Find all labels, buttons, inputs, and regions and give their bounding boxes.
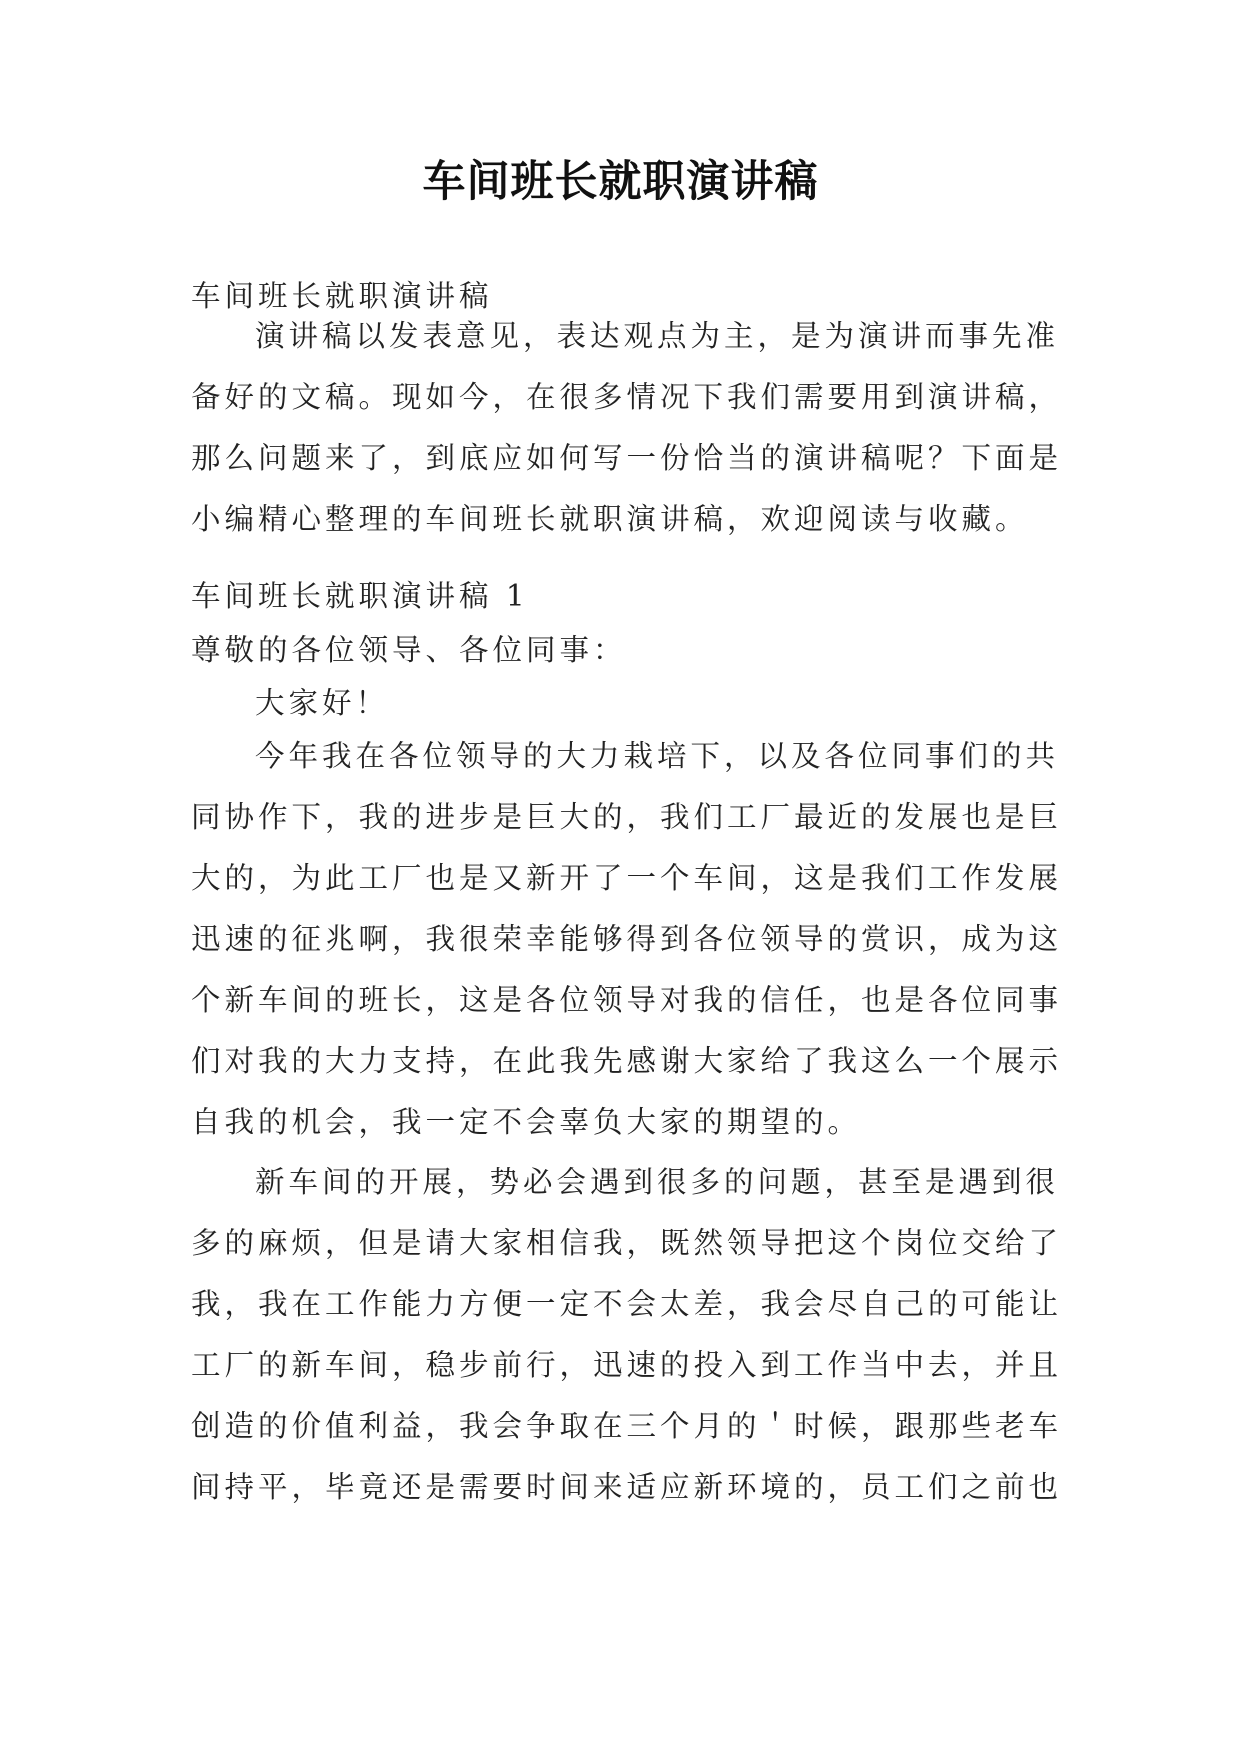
paragraph-line: 我，我在工作能力方便一定不会太差，我会尽自己的可能让: [191, 1287, 1063, 1321]
intro-heading: 车间班长就职演讲稿: [191, 279, 493, 313]
paragraph-line: 那么问题来了，到底应如何写一份恰当的演讲稿呢？下面是: [191, 441, 1063, 475]
paragraph-line: 今年我在各位领导的大力栽培下，以及各位同事们的共: [255, 739, 1060, 773]
paragraph-line: 迅速的征兆啊，我很荣幸能够得到各位领导的赏识，成为这: [191, 922, 1063, 956]
salutation: 尊敬的各位领导、各位同事：: [191, 633, 627, 667]
paragraph-line: 同协作下，我的进步是巨大的，我们工厂最近的发展也是巨: [191, 800, 1063, 834]
paragraph-line: 个新车间的班长，这是各位领导对我的信任，也是各位同事: [191, 983, 1063, 1017]
paragraph-line: 备好的文稿。现如今，在很多情况下我们需要用到演讲稿，: [191, 380, 1063, 414]
paragraph-2: [191, 1152, 1071, 1518]
document-title: 车间班长就职演讲稿: [422, 157, 819, 207]
paragraph-line: 演讲稿以发表意见，表达观点为主，是为演讲而事先准: [255, 319, 1060, 353]
paragraph-1: [191, 726, 1071, 1153]
paragraph-line: 新车间的开展，势必会遇到很多的问题，甚至是遇到很: [255, 1165, 1060, 1199]
paragraph-line: 多的麻烦，但是请大家相信我，既然领导把这个岗位交给了: [191, 1226, 1063, 1260]
paragraph-line: 们对我的大力支持，在此我先感谢大家给了我这么一个展示: [191, 1044, 1063, 1078]
paragraph-line: 工厂的新车间，稳步前行，迅速的投入到工作当中去，并且: [191, 1348, 1063, 1382]
paragraph-line: 自我的机会，我一定不会辜负大家的期望的。: [191, 1105, 862, 1139]
paragraph-line: 创造的价值利益，我会争取在三个月的＇时候，跟那些老车: [191, 1409, 1063, 1443]
greeting: 大家好！: [255, 686, 390, 720]
paragraph-line: 间持平，毕竟还是需要时间来适应新环境的，员工们之前也: [191, 1470, 1063, 1504]
paragraph-line: 大的，为此工厂也是又新开了一个车间，这是我们工作发展: [191, 861, 1063, 895]
intro-paragraph: [191, 306, 1071, 550]
section-heading: 车间班长就职演讲稿 1: [191, 579, 529, 613]
paragraph-line: 小编精心整理的车间班长就职演讲稿，欢迎阅读与收藏。: [191, 502, 1029, 536]
